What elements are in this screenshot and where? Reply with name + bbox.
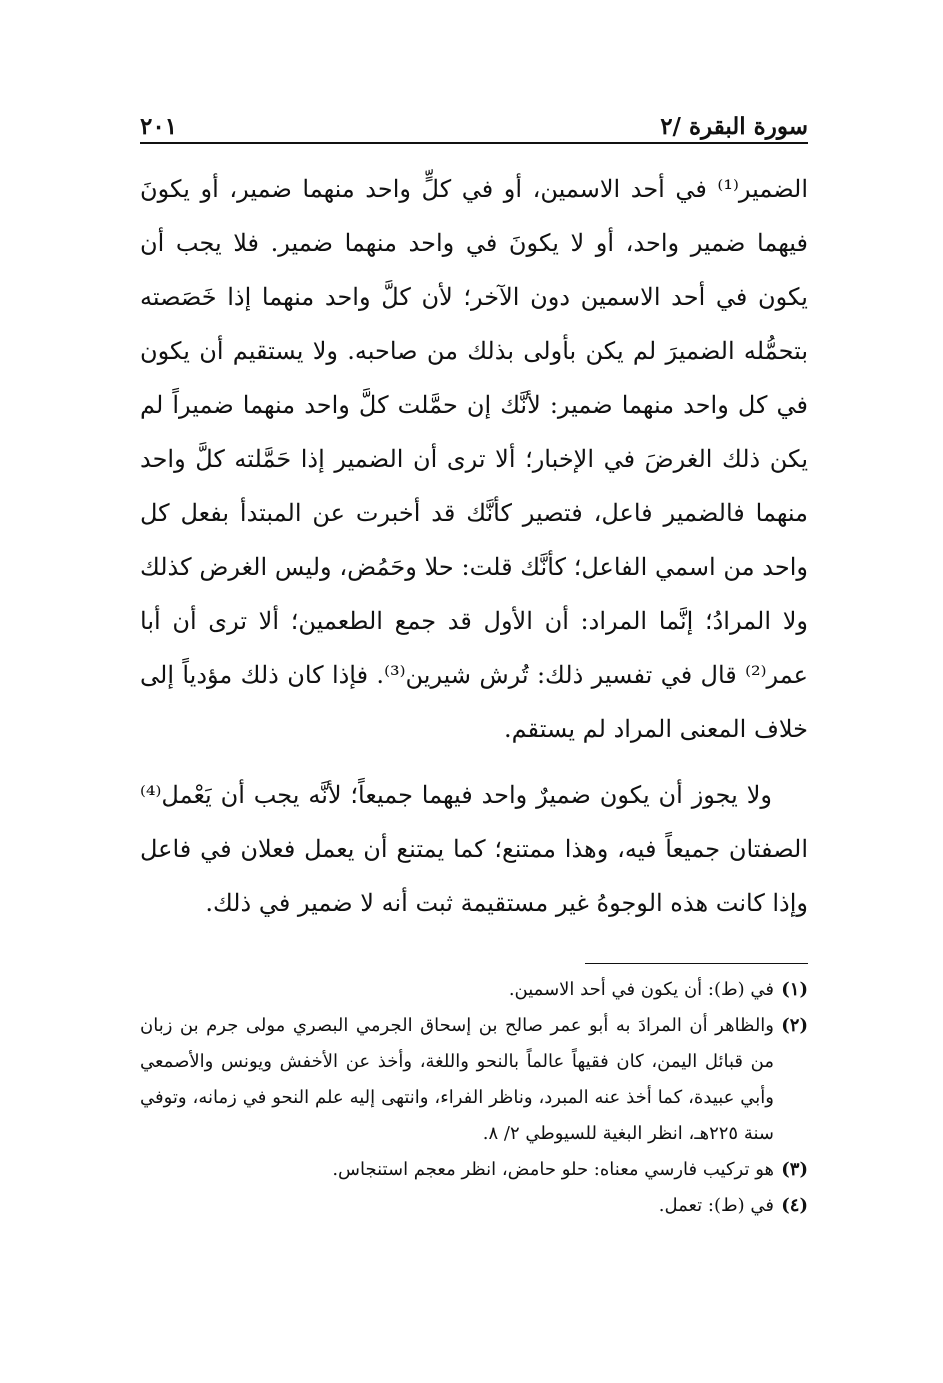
footnote-number: (١): [781, 979, 808, 1000]
footnote-separator: [585, 963, 808, 964]
footnote: [140, 1008, 808, 1152]
paragraph: الضمير⁽¹⁾ في أحد الاسمين، أو في كلٍّ واحد منهما ضمير، أو يكونَ فيهما ضمير واحد، أو لا يكونَ في واحد منهما ضمير. فلا يجب أن يكون في أحد الاسمين دون الآخر؛ لأن كلَّ واحد منهما إذا خَصَصته بتحمُّله الضميرَ لم يكن بأولى بذلك من صاحبه. ولا يستقيم أن يكون في كل واحد منهما ضمير: لأنَّك إن حمَّلت كلَّ واحد منهما ضميراً لم يكن ذلك الغرضَ في الإخبار؛ ألا ترى أن الضمير إذا حَمَّلته كلَّ واحد منهما فالضمير فاعل، فتصير كأنَّك قد أخبرت عن المبتدأ بفعل كل واحد من اسمي الفاعل؛ كأنَّك قلت: حلا وحَمُض، وليس الغرض كذلك ولا المرادُ؛ إنَّما المراد: أن الأول قد جمع الطعمين؛ ألا ترى أن أبا عمر⁽²⁾ قال في تفسير ذلك: تُرش شيرين⁽³⁾. فإذا كان ذلك مؤدياً إلى خلاف المعنى المراد لم يستقم.: [140, 175, 808, 743]
footnote-text: هو تركيب فارسي معناه: حلو حامض، انظر معجم استنجاس.: [332, 1159, 774, 1180]
header-rule: [140, 142, 808, 144]
footnote-number: (٣): [781, 1159, 808, 1180]
footnote: [140, 1152, 808, 1188]
footnote-text: والظاهر أن المرادَ به أبو عمر صالح بن إسحاق الجرمي البصري مولى جرم بن زبان من قبائل اليمن، كان فقيهاً عالماً بالنحو واللغة، وأخذ عن الأخفش ويونس والأصمعي وأبي عبيدة، كما أخذ عنه المبرد، وناظر الفراء، وانتهى إليه علم النحو في زمانه، وتوفي سنة ٢٢٥هـ، انظر البغية للسيوطي ٢/ ٨.: [140, 1015, 774, 1144]
main-text: [140, 162, 808, 930]
footnote-number: (٢): [781, 1015, 808, 1036]
footnote-text: في (ط): أن يكون في أحد الاسمين.: [508, 979, 774, 1000]
running-title: سورة البقرة /٢: [660, 113, 808, 140]
page-number: ٢٠١: [140, 113, 178, 140]
footnotes: [140, 972, 808, 1224]
footnote: [140, 972, 808, 1008]
paragraph: ولا يجوز أن يكون ضميرٌ واحد فيهما جميعاً؛ لأنَّه يجب أن يَعْمل⁽⁴⁾ الصفتان جميعاً فيه، وهذا ممتنع؛ كما يمتنع أن يعمل فعلان في فاعل وإذا كانت هذه الوجوهُ غير مستقيمة ثبت أنه لا ضمير في ذلك.: [140, 781, 808, 917]
footnote-number: (٤): [781, 1195, 808, 1216]
footnote: [140, 1188, 808, 1224]
footnote-text: في (ط): تعمل.: [658, 1195, 774, 1216]
page-header: [140, 98, 808, 140]
